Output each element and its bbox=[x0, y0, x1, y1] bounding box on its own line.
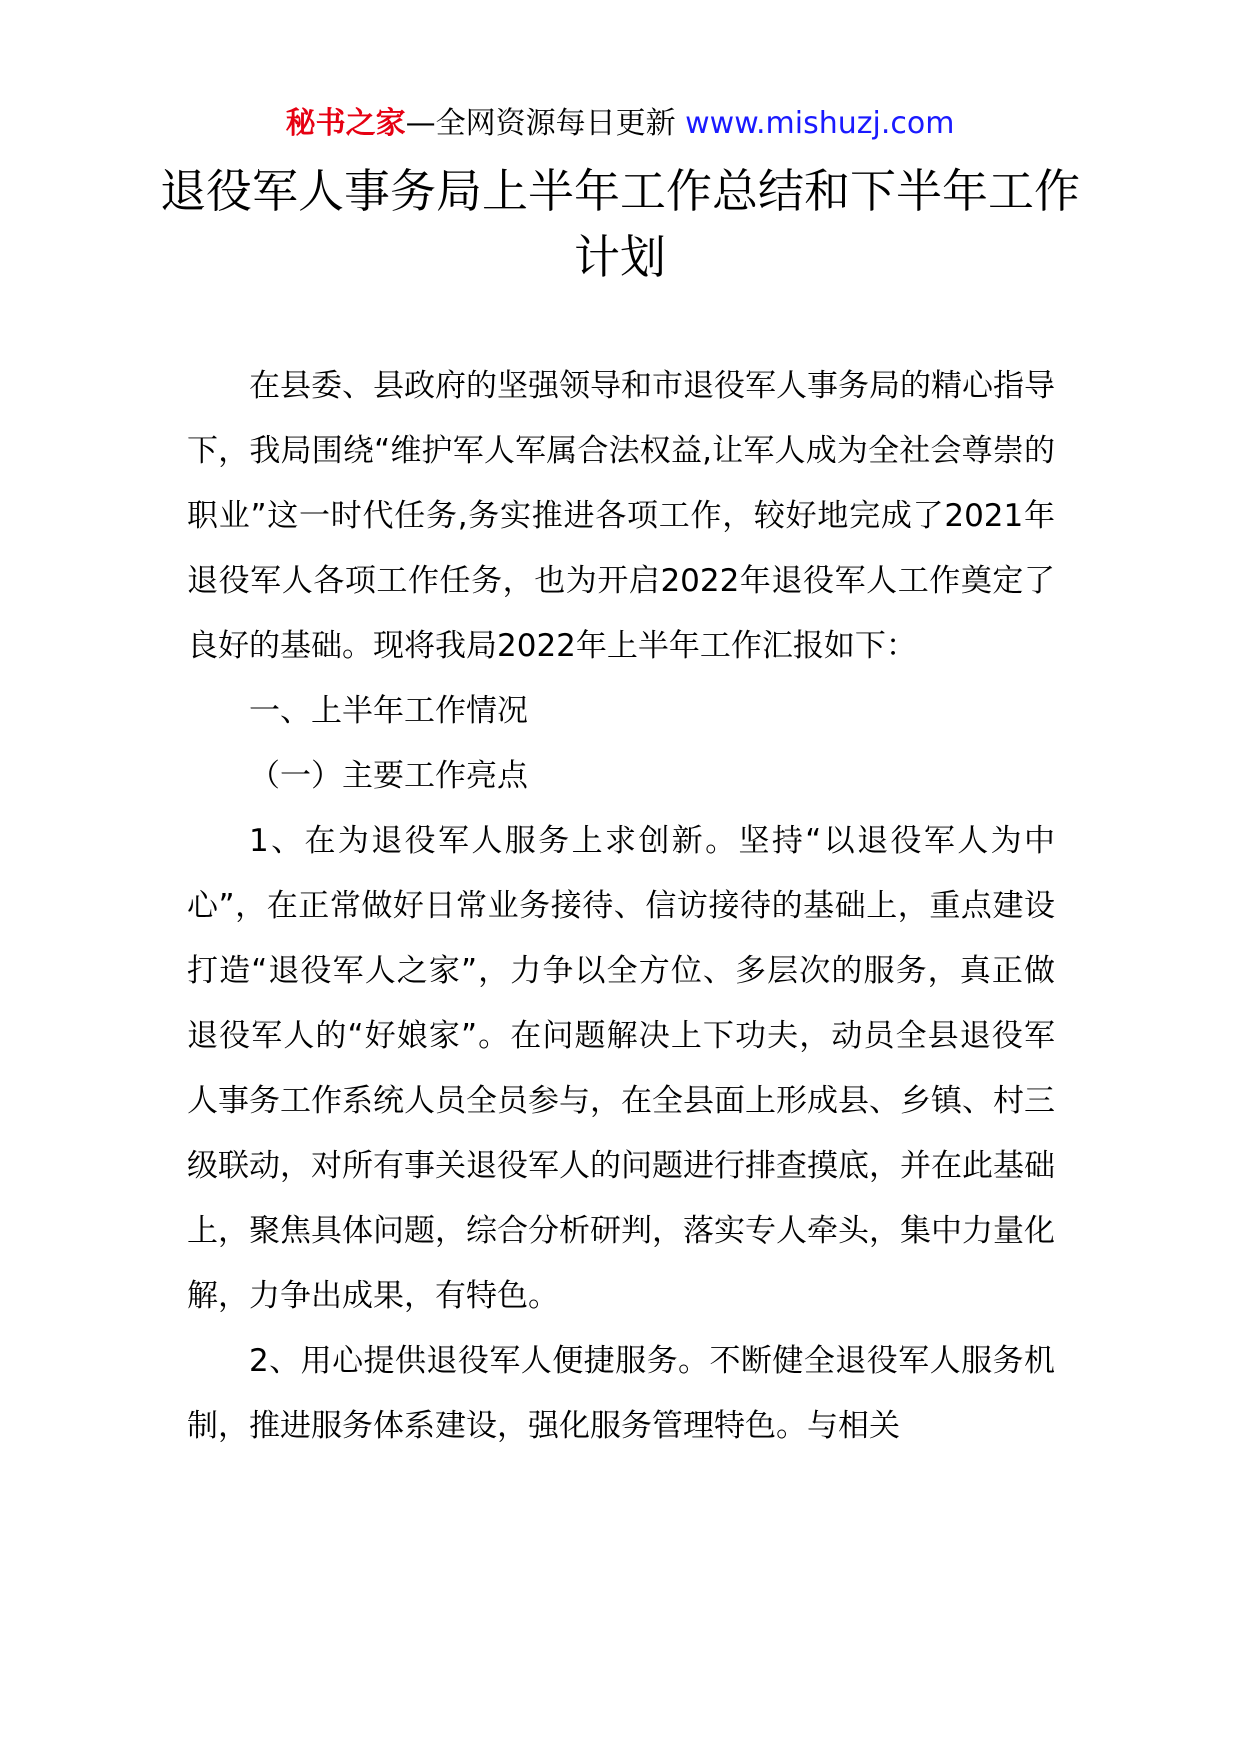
body-paragraph-2: 2、用心提供退役军人便捷服务。不断健全退役军人服务机制，推进服务体系建设，强化服务管理特色。与相关 bbox=[187, 1343, 1055, 1444]
document-body bbox=[187, 354, 1055, 1459]
subsection-heading-1: （一）主要工作亮点 bbox=[249, 758, 528, 794]
site-header bbox=[0, 102, 1240, 146]
intro-paragraph: 在县委、县政府的坚强领导和市退役军人事务局的精心指导下，我局围绕“维护军人军属合法权益,让军人成为全社会尊崇的职业”这一时代任务,务实推进各项工作，较好地完成了2021年退役军人各项工作任务，也为开启2022年退役军人工作奠定了良好的基础。现将我局2022年上半年工作汇报如下： bbox=[187, 368, 1055, 664]
brand-name: 秘书之家 bbox=[285, 106, 406, 141]
site-url-link[interactable]: www.mishuzj.com bbox=[685, 106, 955, 141]
section-heading-1: 一、上半年工作情况 bbox=[249, 693, 528, 729]
header-tagline: —全网资源每日更新 bbox=[405, 106, 676, 141]
document-title: 退役军人事务局上半年工作总结和下半年工作计划 bbox=[160, 164, 1080, 284]
body-paragraph-1: 1、在为退役军人服务上求创新。坚持“以退役军人为中心”，在正常做好日常业务接待、信访接待的基础上，重点建设打造“退役军人之家”，力争以全方位、多层次的服务，真正做退役军人的“好娘家”。在问题解决上下功夫，动员全县退役军人事务工作系统人员全员参与，在全县面上形成县、乡镇、村三级联动，对所有事关退役军人的问题进行排查摸底，并在此基础上，聚焦具体问题，综合分析研判，落实专人牵头，集中力量化解，力争出成果，有特色。 bbox=[187, 823, 1055, 1314]
